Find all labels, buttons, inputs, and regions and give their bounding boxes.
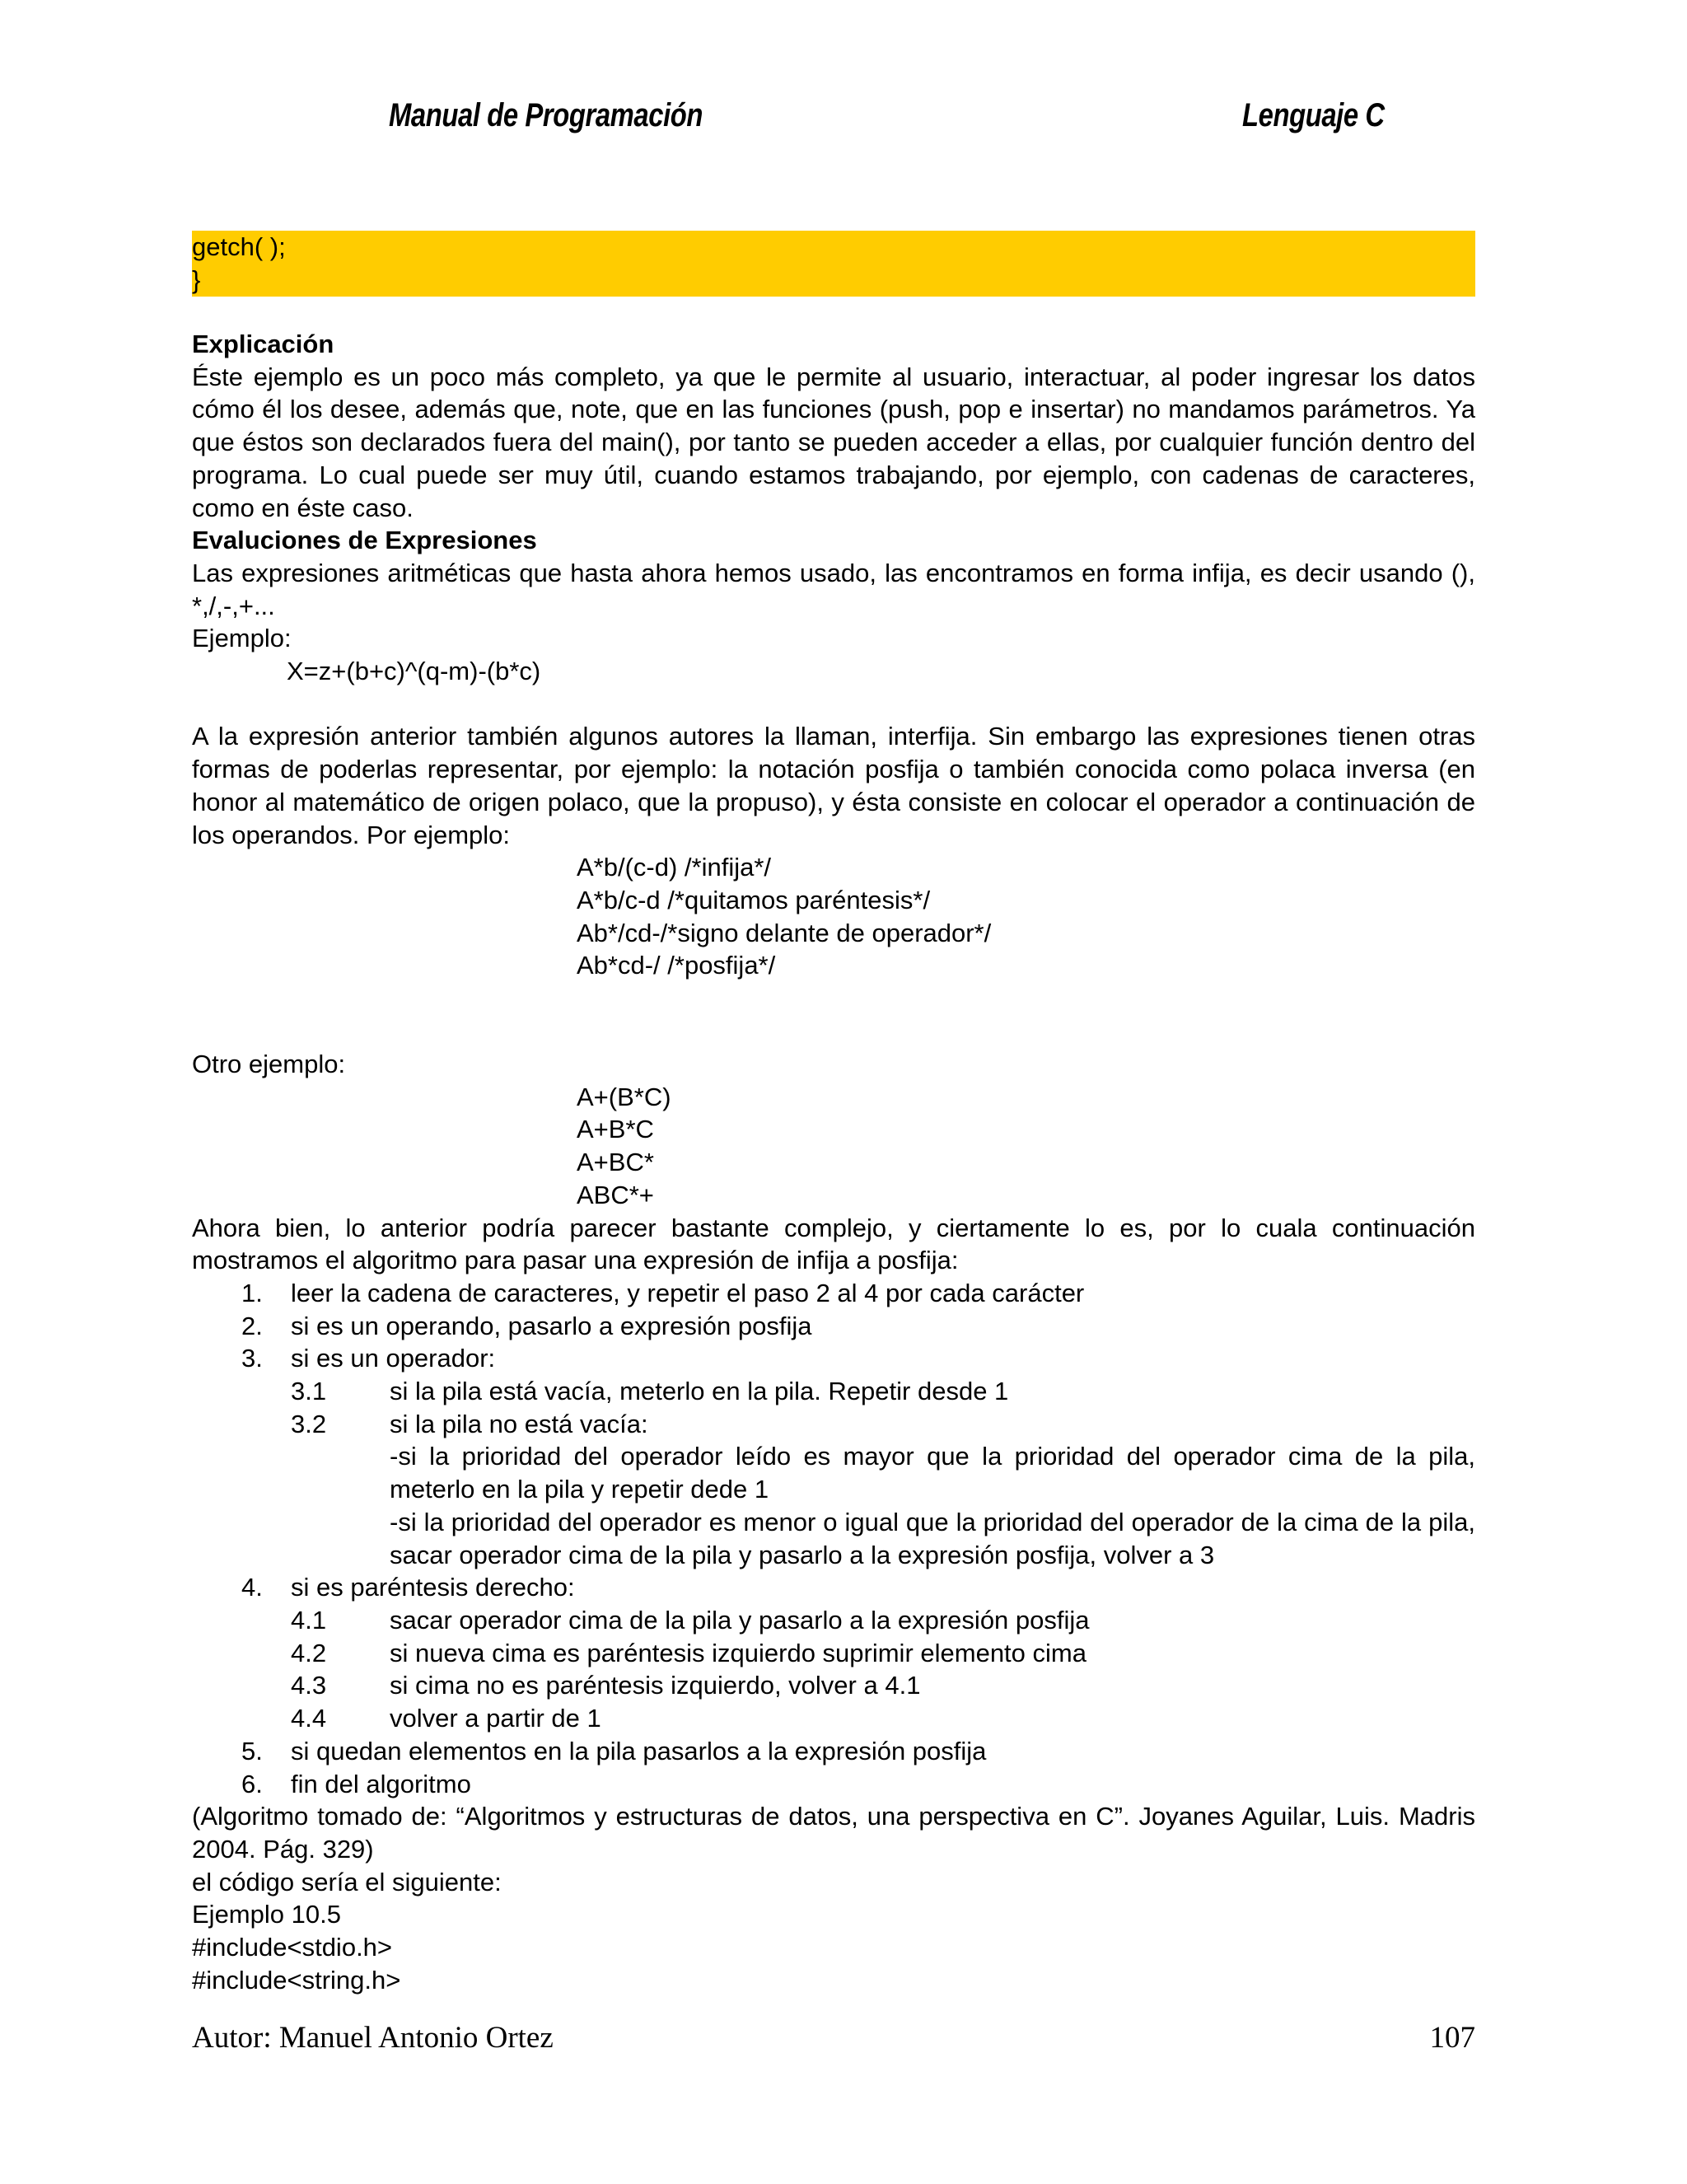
sub-list-item xyxy=(192,1408,1475,1441)
code-highlight-box xyxy=(192,231,1475,297)
list-text: si es un operador: xyxy=(291,1344,496,1373)
list-text: si quedan elementos en la pila pasarlos a la expresión posfija xyxy=(291,1736,987,1765)
list-text: si nueva cima es paréntesis izquierdo suprimir elemento cima xyxy=(390,1638,1087,1667)
list-item xyxy=(192,1768,1475,1801)
list-item xyxy=(192,1342,1475,1375)
list-number: 4.2 xyxy=(291,1638,327,1667)
sub-list-detail: -si la prioridad del operador leído es mayor que la prioridad del operador cima de la pila, meterlo en la pila y repetir dede 1 xyxy=(390,1442,1475,1504)
example-label: Otro ejemplo: xyxy=(192,1050,346,1079)
code-line: getch( ); xyxy=(192,232,286,261)
list-text: leer la cadena de caracteres, y repetir el paso 2 al 4 por cada carácter xyxy=(291,1278,1085,1307)
example-line: A+BC* xyxy=(577,1148,654,1177)
page-body xyxy=(192,328,1475,1996)
list-number: 3.2 xyxy=(291,1409,327,1438)
list-text: fin del algoritmo xyxy=(291,1769,471,1798)
footer-author: Autor: Manuel Antonio Ortez xyxy=(192,2021,554,2055)
list-item xyxy=(192,1310,1475,1343)
list-text: si cima no es paréntesis izquierdo, volver a 4.1 xyxy=(390,1671,921,1700)
section-heading: Evaluciones de Expresiones xyxy=(192,526,537,555)
list-number: 3. xyxy=(241,1344,263,1373)
code-line: #include<stdio.h> xyxy=(192,1933,393,1962)
list-number: 4.1 xyxy=(291,1606,327,1634)
list-text: si es paréntesis derecho: xyxy=(291,1573,575,1602)
example-line: ABC*+ xyxy=(577,1180,654,1209)
list-text: si es un operando, pasarlo a expresión posfija xyxy=(291,1311,812,1340)
sub-list-item xyxy=(192,1604,1475,1637)
list-text: volver a partir de 1 xyxy=(390,1704,601,1733)
list-text: sacar operador cima de la pila y pasarlo a la expresión posfija xyxy=(390,1606,1090,1634)
list-text: si la pila está vacía, meterlo en la pila. Repetir desde 1 xyxy=(390,1377,1009,1406)
list-text: si la pila no está vacía: xyxy=(390,1409,648,1438)
example-expression: X=z+(b+c)^(q-m)-(b*c) xyxy=(287,657,541,686)
list-item xyxy=(192,1277,1475,1310)
paragraph: Éste ejemplo es un poco más completo, ya que le permite al usuario, interactuar, al poder ingresar los datos cómo él los desee, además que, note, que en las funciones (push, pop e insertar) no mandamos parámetros. Ya que éstos son declarados fuera del main(), por tanto se pueden acceder a ellas, por cualquier función dentro del programa. Lo cual puede ser muy útil, cuando estamos trabajando, por ejemplo, con cadenas de caracteres, como en éste caso. xyxy=(192,362,1475,522)
code-line: } xyxy=(192,265,201,294)
citation: (Algoritmo tomado de: “Algoritmos y estructuras de datos, una perspectiva en C”. Joyanes Aguilar, Luis. Madris 2004. Pág. 329) xyxy=(192,1802,1475,1864)
example-line: Ab*/cd-/*signo delante de operador*/ xyxy=(577,918,992,947)
page-number: 107 xyxy=(1429,2021,1475,2055)
paragraph: el código sería el siguiente: xyxy=(192,1867,502,1896)
list-number: 3.1 xyxy=(291,1377,327,1406)
header-subtitle: Lenguaje C xyxy=(1242,97,1385,133)
section-heading: Explicación xyxy=(192,330,334,358)
example-line: A*b/(c-d) /*infija*/ xyxy=(577,853,772,882)
paragraph: Las expresiones aritméticas que hasta ahora hemos usado, las encontramos en forma infija, es decir usando (), *,/,-,+... xyxy=(192,558,1475,620)
sub-list-item xyxy=(192,1637,1475,1670)
example-line: Ab*cd-/ /*posfija*/ xyxy=(577,951,776,980)
sub-list-item xyxy=(192,1702,1475,1735)
example-line: A+(B*C) xyxy=(577,1082,671,1111)
paragraph: Ahora bien, lo anterior podría parecer bastante complejo, y ciertamente lo es, por lo cuala continuación mostramos el algoritmo para pasar una expresión de infija a posfija: xyxy=(192,1213,1475,1275)
sub-list-item xyxy=(192,1375,1475,1408)
list-number: 2. xyxy=(241,1311,263,1340)
list-item xyxy=(192,1571,1475,1604)
list-number: 1. xyxy=(241,1278,263,1307)
example-line: A*b/c-d /*quitamos paréntesis*/ xyxy=(577,885,931,914)
sub-list-item xyxy=(192,1669,1475,1702)
example-label: Ejemplo: xyxy=(192,624,292,653)
list-item xyxy=(192,1735,1475,1768)
code-line: #include<string.h> xyxy=(192,1965,401,1995)
header-title: Manual de Programación xyxy=(389,97,703,133)
list-number: 4.4 xyxy=(291,1704,327,1733)
list-number: 5. xyxy=(241,1736,263,1765)
list-number: 6. xyxy=(241,1769,263,1798)
example-title: Ejemplo 10.5 xyxy=(192,1900,341,1929)
paragraph: A la expresión anterior también algunos autores la llaman, interfija. Sin embargo las expresiones tienen otras formas de poderlas representar, por ejemplo: la notación posfija o también conocida como polaca inversa (en honor al matemático de origen polaco, que la propuso), y ésta consiste en colocar el operador a continuación de los operandos. Por ejemplo: xyxy=(192,722,1475,849)
list-number: 4. xyxy=(241,1573,263,1602)
sub-list-detail: -si la prioridad del operador es menor o igual que la prioridad del operador de la cima de la pila, sacar operador cima de la pila y pasarlo a la expresión posfija, volver a 3 xyxy=(390,1507,1475,1569)
example-line: A+B*C xyxy=(577,1115,654,1144)
list-number: 4.3 xyxy=(291,1671,327,1700)
